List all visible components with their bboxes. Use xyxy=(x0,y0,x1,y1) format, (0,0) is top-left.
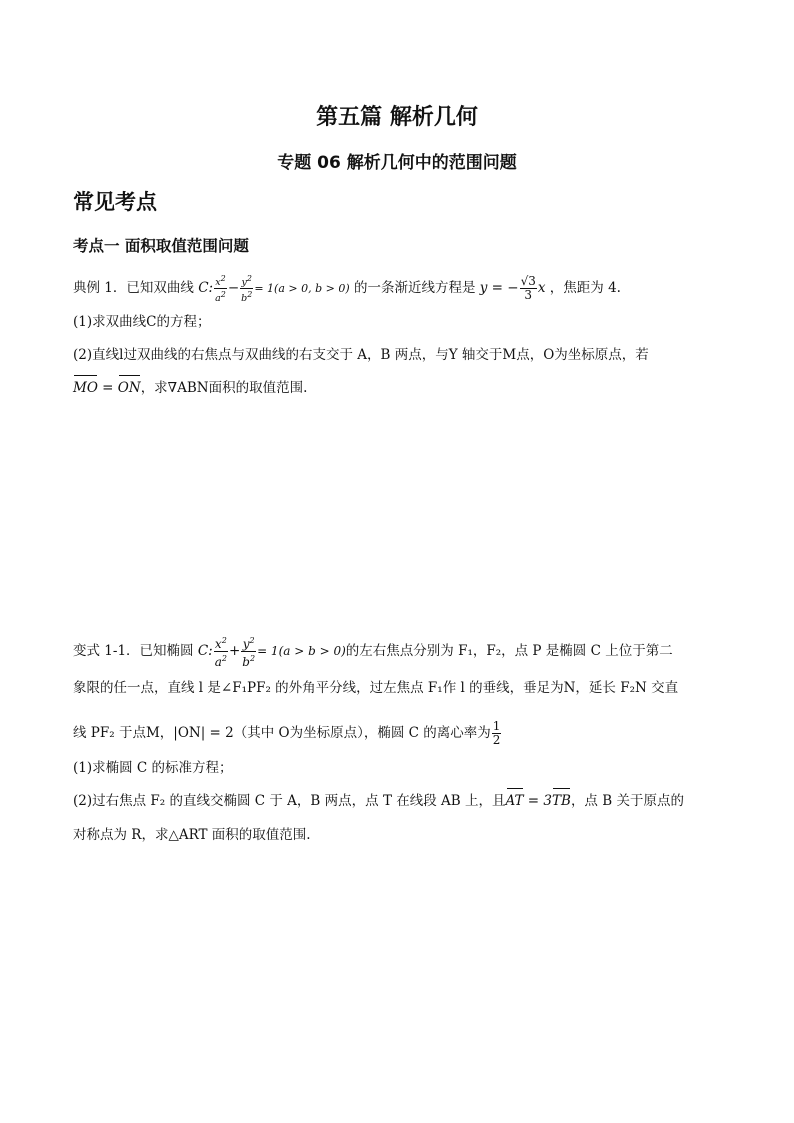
variant-eq-cond: = 1(a > b > 0) xyxy=(257,644,346,658)
section-heading: 常见考点 xyxy=(73,190,157,214)
example1-tail: ，焦距为 4. xyxy=(549,280,621,297)
vector-mo: MO xyxy=(73,380,98,396)
variant-line3-text: 线 PF₂ 于点M，|ON| = 2（其中 O为坐标原点），椭圆 C 的离心率为 xyxy=(73,725,491,741)
example1-eq-cond: = 1(a > 0, b > 0) xyxy=(254,282,350,296)
variant-q2-line2: 对称点为 R，求△ART 面积的取值范围. xyxy=(73,827,311,843)
vector-on: ON xyxy=(117,380,141,396)
variant-line1: 变式 1-1．已知椭圆 C: $\frac{x^2}{a^2}$ + $\frac{y^2}{b^2}$ = 1(a > b > 0)的左右焦点分别为 F₁，F₂，点 P 是椭圆 C 上位于第二 xyxy=(73,636,673,669)
variant-line3 xyxy=(73,720,502,747)
example1-statement: 典例 1．已知双曲线 C: $\frac{x^2}{a^2}$ − $\frac{y^2}{b^2}$ = 1(a > 0, b > 0) 的一条渐近线方程是 y = − $\frac{√3}{3}$ x ，焦距为 4. xyxy=(73,274,621,305)
ellipse-fraction-x: $\frac{x^2}{a^2}$ xyxy=(214,636,227,669)
example1-mid: 的一条渐近线方程是 xyxy=(353,280,476,297)
page-title: 第五篇 解析几何 xyxy=(316,105,478,130)
variant-q2-line1: (2)过右焦点 F₂ 的直线交椭圆 C 于 A，B 两点，点 T 在线段 AB 上，且AT = 3TB，点 B 关于原点的 xyxy=(73,793,684,809)
variant-line2: 象限的任一点，直线 l 是∠F₁PF₂ 的外角平分线，过左焦点 F₁作 l 的垂线，垂足为N，延长 F₂N 交直 xyxy=(73,680,679,696)
example1-q2-tail: ，求∇ABN面积的取值范围. xyxy=(140,380,308,396)
eccentricity-fraction: $\frac{1}{2}$ xyxy=(492,719,501,747)
example1-eq-prefix: C: xyxy=(198,280,214,297)
variant-line1-tail: 的左右焦点分别为 F₁，F₂，点 P 是椭圆 C 上位于第二 xyxy=(345,643,673,659)
asymptote-left: y = − xyxy=(479,280,519,297)
ellipse-fraction-y: $\frac{y^2}{b^2}$ xyxy=(242,636,256,669)
example1-q2-line2: MO = ON，求∇ABN面积的取值范围. xyxy=(73,380,308,396)
variant-q1: (1)求椭圆 C 的标准方程； xyxy=(73,760,233,776)
variant-q2-text-a: (2)过右焦点 F₂ 的直线交椭圆 C 于 A，B 两点，点 T 在线段 AB 上，且 xyxy=(73,793,506,809)
example1-lead: 典例 1．已知双曲线 xyxy=(73,280,194,297)
example1-q1: (1)求双曲线C的方程； xyxy=(73,314,211,330)
vector-tb: TB xyxy=(552,793,571,809)
variant-eq-prefix: C: xyxy=(197,643,213,659)
page-subtitle: 专题 06 解析几何中的范围问题 xyxy=(277,153,517,173)
asymptote-right: x xyxy=(537,280,546,297)
variant-q2-text-b: ，点 B 关于原点的 xyxy=(570,793,684,809)
asymptote-fraction: $\frac{√3}{3}$ xyxy=(520,274,536,303)
example1-q2-line1: (2)直线l过双曲线的右焦点与双曲线的右支交于 A，B 两点，与Y 轴交于M点，O为坐标原点，若 xyxy=(73,347,649,363)
hyperbola-fraction-y: $\frac{y^2}{b^2}$ xyxy=(241,274,253,305)
variant-lead: 变式 1-1．已知椭圆 xyxy=(73,643,194,659)
vector-at: AT xyxy=(505,793,524,809)
topic-heading: 考点一 面积取值范围问题 xyxy=(73,237,249,255)
hyperbola-fraction-x: $\frac{x^2}{a^2}$ xyxy=(215,274,226,305)
